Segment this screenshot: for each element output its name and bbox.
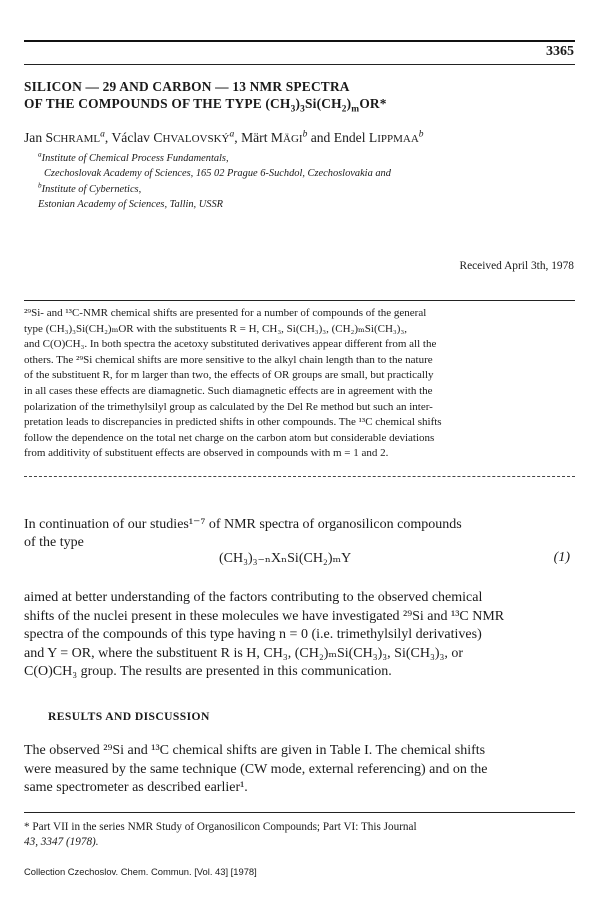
paragraph-line: and Y = OR, where the substituent R is H, CH₃, (CH₂)ₘSi(CH₃)₃, Si(CH₃)₃, or xyxy=(24,645,464,661)
abstract-line: in all cases these effects are diamagnetic. Such diamagnetic effects are in agreement with the xyxy=(24,384,433,397)
author: Endel LIPPMAA$^b$ xyxy=(333,129,424,145)
abstract-line: others. The ²⁹Si chemical shifts are more sensitive to the alkyl chain length than to the nature xyxy=(24,353,433,366)
affiliations xyxy=(38,151,391,213)
author: Märt MÄGI$^b$ xyxy=(241,129,308,145)
header-rule xyxy=(24,40,575,42)
equation-number: (1) xyxy=(553,550,570,565)
paragraph-line: The observed ²⁹Si and ¹³C chemical shifts are given in Table I. The chemical shifts xyxy=(24,743,486,758)
general-formula: (CH₃)₃₋ₙXₙSi(CH₂)ₘY xyxy=(219,551,352,566)
abstract-line: type (CH₃)₃Si(CH₂)ₘOR with the substituents R = H, CH₃, Si(CH₃)₃, (CH₂)ₘSi(CH₃)₃, xyxy=(24,322,407,335)
intro-line: of the type xyxy=(24,535,84,550)
intro-paragraph xyxy=(24,589,576,682)
page-number: 3365 xyxy=(546,44,574,59)
author: Václav CHVALOVSKÝ$^a$ xyxy=(111,129,235,145)
abstract-rule-bottom xyxy=(24,476,575,477)
paragraph-line: C(O)CH₃ group. The results are presented in this communication. xyxy=(24,664,392,680)
author: Jan SCHRAML$^a$ xyxy=(24,129,105,145)
affiliation-line: $^b$Institute of Cybernetics, xyxy=(38,181,142,195)
abstract-line: follow the dependence on the total net charge on the carbon atom but considerable deviations xyxy=(24,431,435,444)
abstract-rule-top xyxy=(24,300,575,301)
journal-citation: Collection Czechoslov. Chem. Commun. [Vol. 43] [1978] xyxy=(24,866,257,877)
title-line-1: SILICON — 29 AND CARBON — 13 NMR SPECTRA xyxy=(24,79,350,94)
abstract-line: from additivity of substituent effects are observed in compounds with m = 1 and 2. xyxy=(24,447,389,460)
author-list: Jan SCHRAML$^a$, Václav CHVALOVSKÝ$^a$, Märt MÄGI$^b$ and Endel LIPPMAA$^b$ xyxy=(24,129,424,145)
paragraph-line: shifts of the nuclei present in these molecules we have investigated ²⁹Si and ¹³C NMR xyxy=(24,608,505,624)
paragraph-line: aimed at better understanding of the factors contributing to the observed chemical xyxy=(24,590,483,605)
paragraph-line: were measured by the same technique (CW mode, external referencing) and on the xyxy=(24,761,488,777)
abstract xyxy=(24,306,575,462)
affiliation-line: Estonian Academy of Sciences, Tallin, USSR xyxy=(38,199,223,211)
intro-line: In continuation of our studies¹⁻⁷ of NMR spectra of organosilicon compounds xyxy=(24,517,462,532)
abstract-line: ²⁹Si- and ¹³C-NMR chemical shifts are presented for a number of compounds of the general xyxy=(24,307,427,319)
footnote-line: * Part VII in the series NMR Study of Organosilicon Compounds; Part VI: This Journal xyxy=(24,821,417,833)
section-heading: RESULTS AND DISCUSSION xyxy=(48,710,210,723)
footnote-rule xyxy=(24,812,575,813)
paragraph-line: same spectrometer as described earlier¹. xyxy=(24,780,248,796)
article-title xyxy=(24,78,576,115)
affiliation-line: $^a$Institute of Chemical Process Fundamentals, xyxy=(38,150,229,164)
abstract-line: of the substituent R, for m larger than two, the effects of OR groups are small, but practically xyxy=(24,369,434,382)
abstract-line: pretation leads to discrepancies in predicted shifts in other compounds. The ¹³C chemical shifts xyxy=(24,416,442,429)
footnote-line: 43, 3347 (1978). xyxy=(24,836,99,849)
header-rule-lower xyxy=(24,64,575,65)
received-date: Received April 3th, 1978 xyxy=(459,260,574,272)
results-paragraph xyxy=(24,742,576,798)
footnote xyxy=(24,820,417,851)
abstract-line: polarization of the trimethylsilyl group as calculated by the Del Re method but such an inter- xyxy=(24,400,433,413)
abstract-line: and C(O)CH₃. In both spectra the acetoxy substituted derivatives appear different from all the xyxy=(24,338,437,351)
title-line-2: OF THE COMPOUNDS OF THE TYPE $(CH_3)_3Si(CH_2)_mOR*$ xyxy=(24,96,387,115)
affiliation-line: Czechoslovak Academy of Sciences, 165 02 Prague 6-Suchdol, Czechoslovakia and xyxy=(44,168,391,180)
paragraph-line: spectra of the compounds of this type having n = 0 (i.e. trimethylsilyl derivatives) xyxy=(24,627,482,643)
